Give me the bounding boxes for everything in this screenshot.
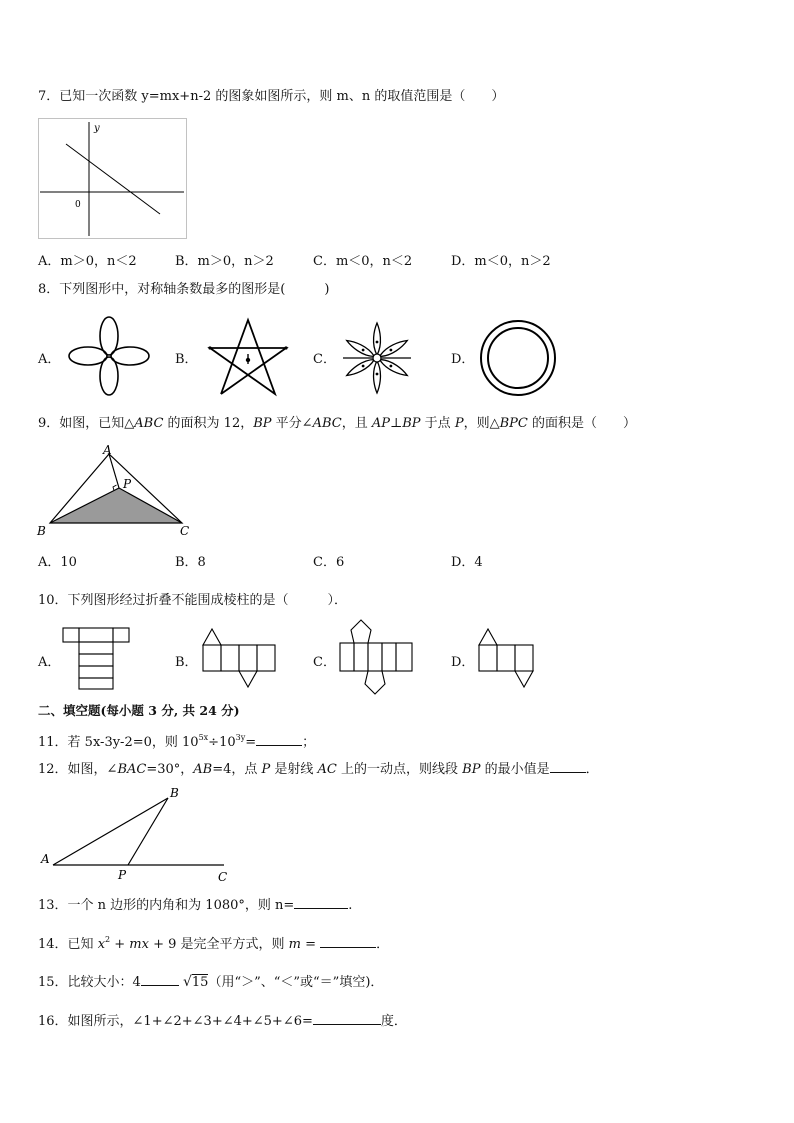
q15-line: 15．比较大小：4 √15（用“＞”、“＜”或“＝”填空)． — [38, 974, 384, 990]
origin-label: 0 — [75, 200, 81, 210]
q7-option-b: B．m＞0，n＞2 — [175, 254, 274, 269]
q8-stem: 8．下列图形中，对称轴条数最多的图形是( ) — [38, 282, 330, 297]
label-a: A — [41, 852, 50, 866]
q14-line: 14．已知 $x^2$ + mx + 9 是完全平方式，则 m = ． — [38, 935, 390, 952]
label-c: C — [180, 524, 190, 538]
q7-option-c: C．m＜0，n＜2 — [313, 254, 413, 269]
q13-line: 13．一个 n 边形的内角和为 1080°，则 n= . — [38, 898, 353, 913]
label-a: A — [103, 443, 112, 457]
q8-option-b: B． — [175, 352, 198, 367]
label-c: C — [218, 870, 228, 884]
q9-option-a: A．10 — [38, 555, 77, 570]
q16-answer-blank — [313, 1012, 381, 1025]
five-point-star-figure — [208, 318, 288, 396]
triangle-bpc-shaded — [50, 488, 182, 523]
q10-stem: 10．下列图形经过折叠不能围成棱柱的是（ ）． — [38, 593, 348, 608]
q12-line: 12．如图，∠BAC=30°，AB=4，点 P 是射线 AC 上的一动点，则线段 BP 的最小值是 ． — [38, 762, 599, 777]
y-axis-label: y — [94, 123, 100, 134]
q10-option-a: A． — [38, 655, 61, 670]
label-p: P — [118, 868, 127, 882]
q9-option-c: C．6 — [313, 555, 345, 570]
six-petal-flower-figure — [342, 320, 412, 396]
q9-option-d: D．4 — [451, 555, 483, 570]
label-b: B — [37, 524, 46, 538]
q12-angle-figure — [38, 784, 238, 886]
q15-answer-blank — [141, 973, 179, 986]
q10-net-d — [478, 627, 538, 689]
q9-stem: 9．如图，已知△ABC 的面积为 12，BP 平分∠ABC，且 AP⊥BP 于点 P，则△BPC 的面积是（ ） — [38, 416, 636, 431]
q11-line: 11．若 5x-3y-2=0，则 $10^{5x}\div 10^{3y}=$ ； — [38, 733, 316, 750]
q16-line: 16．如图所示，∠1+∠2+∠3+∠4+∠5+∠6= 度． — [38, 1014, 407, 1029]
label-p: P — [123, 477, 132, 491]
double-ring-figure — [478, 318, 558, 398]
q7-option-a: A．m＞0，n＜2 — [38, 254, 137, 269]
q8-option-c: C． — [313, 352, 336, 367]
q11-answer-blank — [256, 733, 302, 746]
q10-option-c: C． — [313, 655, 336, 670]
q14-answer-blank — [320, 935, 376, 948]
q13-answer-blank — [294, 896, 348, 909]
q7-option-d: D．m＜0，n＞2 — [451, 254, 551, 269]
label-b: B — [170, 786, 179, 800]
q9-triangle-figure — [34, 442, 199, 540]
q10-net-b — [202, 627, 278, 689]
q10-net-c — [338, 619, 418, 695]
q9-option-b: B．8 — [175, 555, 206, 570]
q10-net-a — [62, 627, 132, 691]
q10-option-d: D． — [451, 655, 475, 670]
q12-answer-blank — [550, 760, 586, 773]
q8-option-d: D． — [451, 352, 475, 367]
q10-option-b: B． — [175, 655, 198, 670]
q7-stem: 7．已知一次函数 y=mx+n-2 的图象如图所示，则 m、n 的取值范围是（ ） — [38, 89, 505, 104]
four-petal-flower-figure — [68, 316, 150, 396]
section-2-title: 二、填空题(每小题 3 分, 共 24 分) — [38, 703, 240, 718]
q7-graph — [38, 118, 188, 240]
q8-option-a: A． — [38, 352, 61, 367]
